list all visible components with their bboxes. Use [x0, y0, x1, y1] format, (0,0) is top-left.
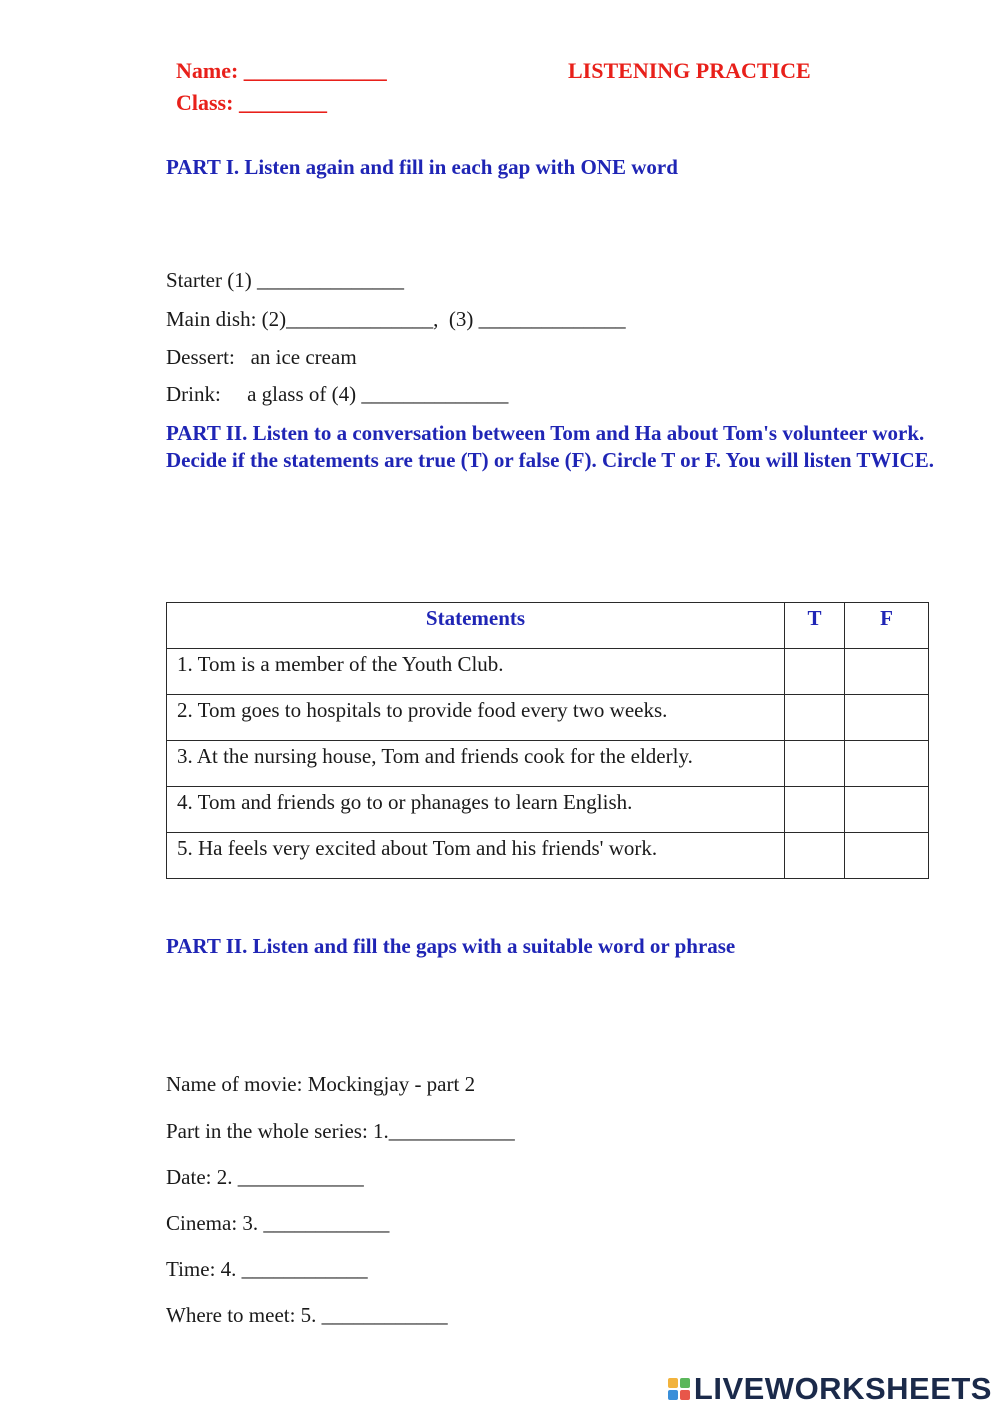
name-field-label: Name: _____________ — [176, 58, 387, 83]
false-answer-cell[interactable] — [845, 833, 929, 879]
part3-line-time: Time: 4. ____________ — [166, 1257, 368, 1281]
part3-line-series-part: Part in the whole series: 1.____________ — [166, 1119, 515, 1143]
part1-line-dessert: Dessert: an ice cream — [166, 345, 357, 369]
true-answer-cell[interactable] — [785, 833, 845, 879]
statement-cell: 5. Ha feels very excited about Tom and his friends' work. — [167, 833, 785, 879]
worksheet-title: LISTENING PRACTICE — [568, 58, 811, 83]
statement-cell: 4. Tom and friends go to or phanages to learn English. — [167, 787, 785, 833]
part1-line-starter: Starter (1) ______________ — [166, 268, 404, 292]
class-field-label: Class: ________ — [176, 90, 327, 115]
part1-heading: PART I. Listen again and fill in each gap with ONE word — [166, 155, 678, 179]
part1-line-drink: Drink: a glass of (4) ______________ — [166, 382, 509, 406]
statements-table — [166, 602, 929, 879]
table-row — [167, 649, 929, 695]
table-row — [167, 741, 929, 787]
table-row — [167, 787, 929, 833]
false-answer-cell[interactable] — [845, 649, 929, 695]
true-answer-cell[interactable] — [785, 741, 845, 787]
true-answer-cell[interactable] — [785, 787, 845, 833]
true-answer-cell[interactable] — [785, 695, 845, 741]
logo-text: LIVEWORKSHEETS — [693, 1371, 992, 1406]
part3-heading: PART II. Listen and fill the gaps with a suitable word or phrase — [166, 934, 736, 958]
header-false: F — [845, 603, 929, 649]
logo-grid-icon — [668, 1378, 690, 1400]
part2-heading: PART II. Listen to a conversation between Tom and Ha about Tom's volunteer work. Decide if the statements are true (T) or false (F). Circle T or F. You will listen TWICE. — [166, 421, 934, 472]
false-answer-cell[interactable] — [845, 741, 929, 787]
part3-line-date: Date: 2. ____________ — [166, 1165, 364, 1189]
header-true: T — [785, 603, 845, 649]
table-row — [167, 833, 929, 879]
true-answer-cell[interactable] — [785, 649, 845, 695]
header-statements: Statements — [167, 603, 785, 649]
part1-line-main-dish: Main dish: (2)______________, (3) ______________ — [166, 307, 626, 331]
statement-cell: 1. Tom is a member of the Youth Club. — [167, 649, 785, 695]
part3-line-cinema: Cinema: 3. ____________ — [166, 1211, 390, 1235]
false-answer-cell[interactable] — [845, 787, 929, 833]
part3-line-movie-name: Name of movie: Mockingjay - part 2 — [166, 1072, 476, 1096]
part3-line-meeting-place: Where to meet: 5. ____________ — [166, 1303, 448, 1327]
false-answer-cell[interactable] — [845, 695, 929, 741]
statement-cell: 3. At the nursing house, Tom and friends cook for the elderly. — [167, 741, 785, 787]
table-header-row — [167, 603, 929, 649]
liveworksheets-logo — [668, 1371, 992, 1407]
statement-cell: 2. Tom goes to hospitals to provide food every two weeks. — [167, 695, 785, 741]
table-row — [167, 695, 929, 741]
